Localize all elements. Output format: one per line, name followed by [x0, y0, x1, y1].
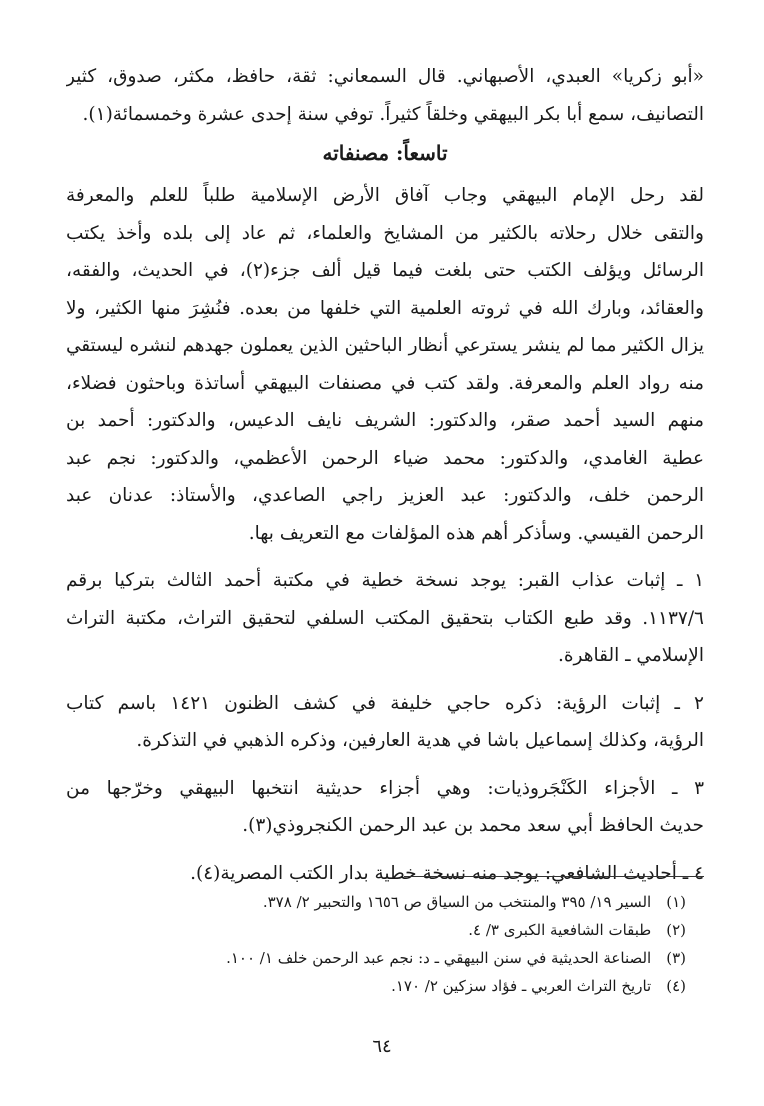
- list-item: [66, 770, 704, 845]
- page-number: ٦٤: [372, 1036, 392, 1057]
- main-paragraph: [66, 177, 704, 552]
- text-line: ٤ ـ أحاديث الشافعي: يوجد منه نسخة خطية بدار الكتب المصرية(٤).: [190, 862, 704, 884]
- footnotes: [66, 888, 686, 1000]
- text-line: ١١٣٧/٦. وقد طبع الكتاب بتحقيق المكتب السلفي لتحقيق التراث، مكتبة التراث: [66, 607, 704, 629]
- text-line: الرحمن خلف، والدكتور: عبد العزيز راجي الصاعدي، والأستاذ: عدنان عبد: [66, 485, 704, 506]
- list-item: [66, 855, 704, 893]
- text-line: الرؤية، وكذلك إسماعيل باشا في هدية العارفين، وذكره الذهبي في التذكرة.: [136, 730, 704, 751]
- footnote-text: الصناعة الحديثية في سنن البيهقي ـ د: نجم عبد الرحمن خلف ١/ ١٠٠.: [226, 949, 652, 967]
- footnote-number: (٤): [666, 977, 686, 995]
- text-line: عطية الغامدي، والدكتور: محمد ضياء الرحمن الأعظمي، والدكتور: نجم عبد: [66, 447, 704, 469]
- list-item: [66, 685, 704, 760]
- text-line: منهم السيد أحمد صقر، والدكتور: الشريف نايف الدعيس، والدكتور: أحمد بن: [66, 410, 704, 431]
- footnote: [66, 972, 686, 1000]
- intro-paragraph: [66, 58, 704, 133]
- footnote: [66, 944, 686, 972]
- text-line: حديث الحافظ أبي سعد محمد بن عبد الرحمن الكنجروذي(٣).: [242, 815, 704, 836]
- footnote-number: (٣): [666, 949, 686, 967]
- text-line: لقد رحل الإمام البيهقي وجاب آفاق الأرض الإسلامية طلباً للعلم والمعرفة: [66, 185, 704, 206]
- list-item: [66, 562, 704, 675]
- text-line: والتقى خلال رحلاته بالكثير من المشايخ والعلماء، ثم عاد إلى بلده وأخذ يكتب: [66, 222, 704, 244]
- text-line: ٢ ـ إثبات الرؤية: ذكره حاجي خليفة في كشف الظنون ١٤٢١ باسم كتاب: [66, 692, 704, 714]
- text-line: «أبو زكريا» العبدي، الأصبهاني. قال السمعاني: ثقة، حافظ، مكثر، صدوق، كثير: [66, 66, 704, 87]
- footnote-text: تاريخ التراث العربي ـ فؤاد سزكين ٢/ ١٧٠.: [391, 977, 652, 995]
- text-line: ٣ ـ الأجزاء الكَنْجَروذيات: وهي أجزاء حديثية انتخبها البيهقي وخرّجها من: [66, 777, 704, 799]
- text-line: منه رواد العلم والمعرفة. ولقد كتب في مصنفات البيهقي أساتذة وباحثون فضلاء،: [66, 372, 704, 394]
- text-line: التصانيف، سمع أبا بكر البيهقي وخلقاً كثيراً. توفي سنة إحدى عشرة وخمسمائة(١).: [82, 103, 704, 125]
- footnote-divider: [404, 876, 704, 877]
- page-body: [66, 58, 704, 892]
- footnote-number: (٢): [666, 921, 686, 939]
- section-title: تاسعاً: مصنفاته: [322, 141, 448, 165]
- footnote: [66, 888, 686, 916]
- text-line: الإسلامي ـ القاهرة.: [557, 645, 704, 666]
- footnote-number: (١): [666, 893, 686, 911]
- text-line: ١ ـ إثبات عذاب القبر: يوجد نسخة خطية في مكتبة أحمد الثالث بتركيا برقم: [66, 570, 704, 591]
- text-line: والعقائد، وبارك الله في ثروته العلمية التي خلفها من بعده. فنُشِرَ منها الكثير، ولا: [66, 297, 704, 319]
- footnote: [66, 916, 686, 944]
- text-line: الرسائل ويؤلف الكتب حتى بلغت فيما قيل ألف جزء(٢)، في الحديث، والفقه،: [66, 260, 704, 281]
- text-line: يزال الكثير مما لم ينشر يسترعي أنظار الباحثين الذين يعملون جهدهم لنشره ليستقي: [66, 335, 704, 356]
- footnote-text: طبقات الشافعية الكبرى ٣/ ٤.: [468, 921, 652, 939]
- text-line: الرحمن القيسي. وسأذكر أهم هذه المؤلفات مع التعريف بها.: [248, 522, 704, 544]
- footnote-text: السير ١٩/ ٣٩٥ والمنتخب من السياق ص ١٦٥٦ والتحبير ٢/ ٣٧٨.: [262, 893, 652, 911]
